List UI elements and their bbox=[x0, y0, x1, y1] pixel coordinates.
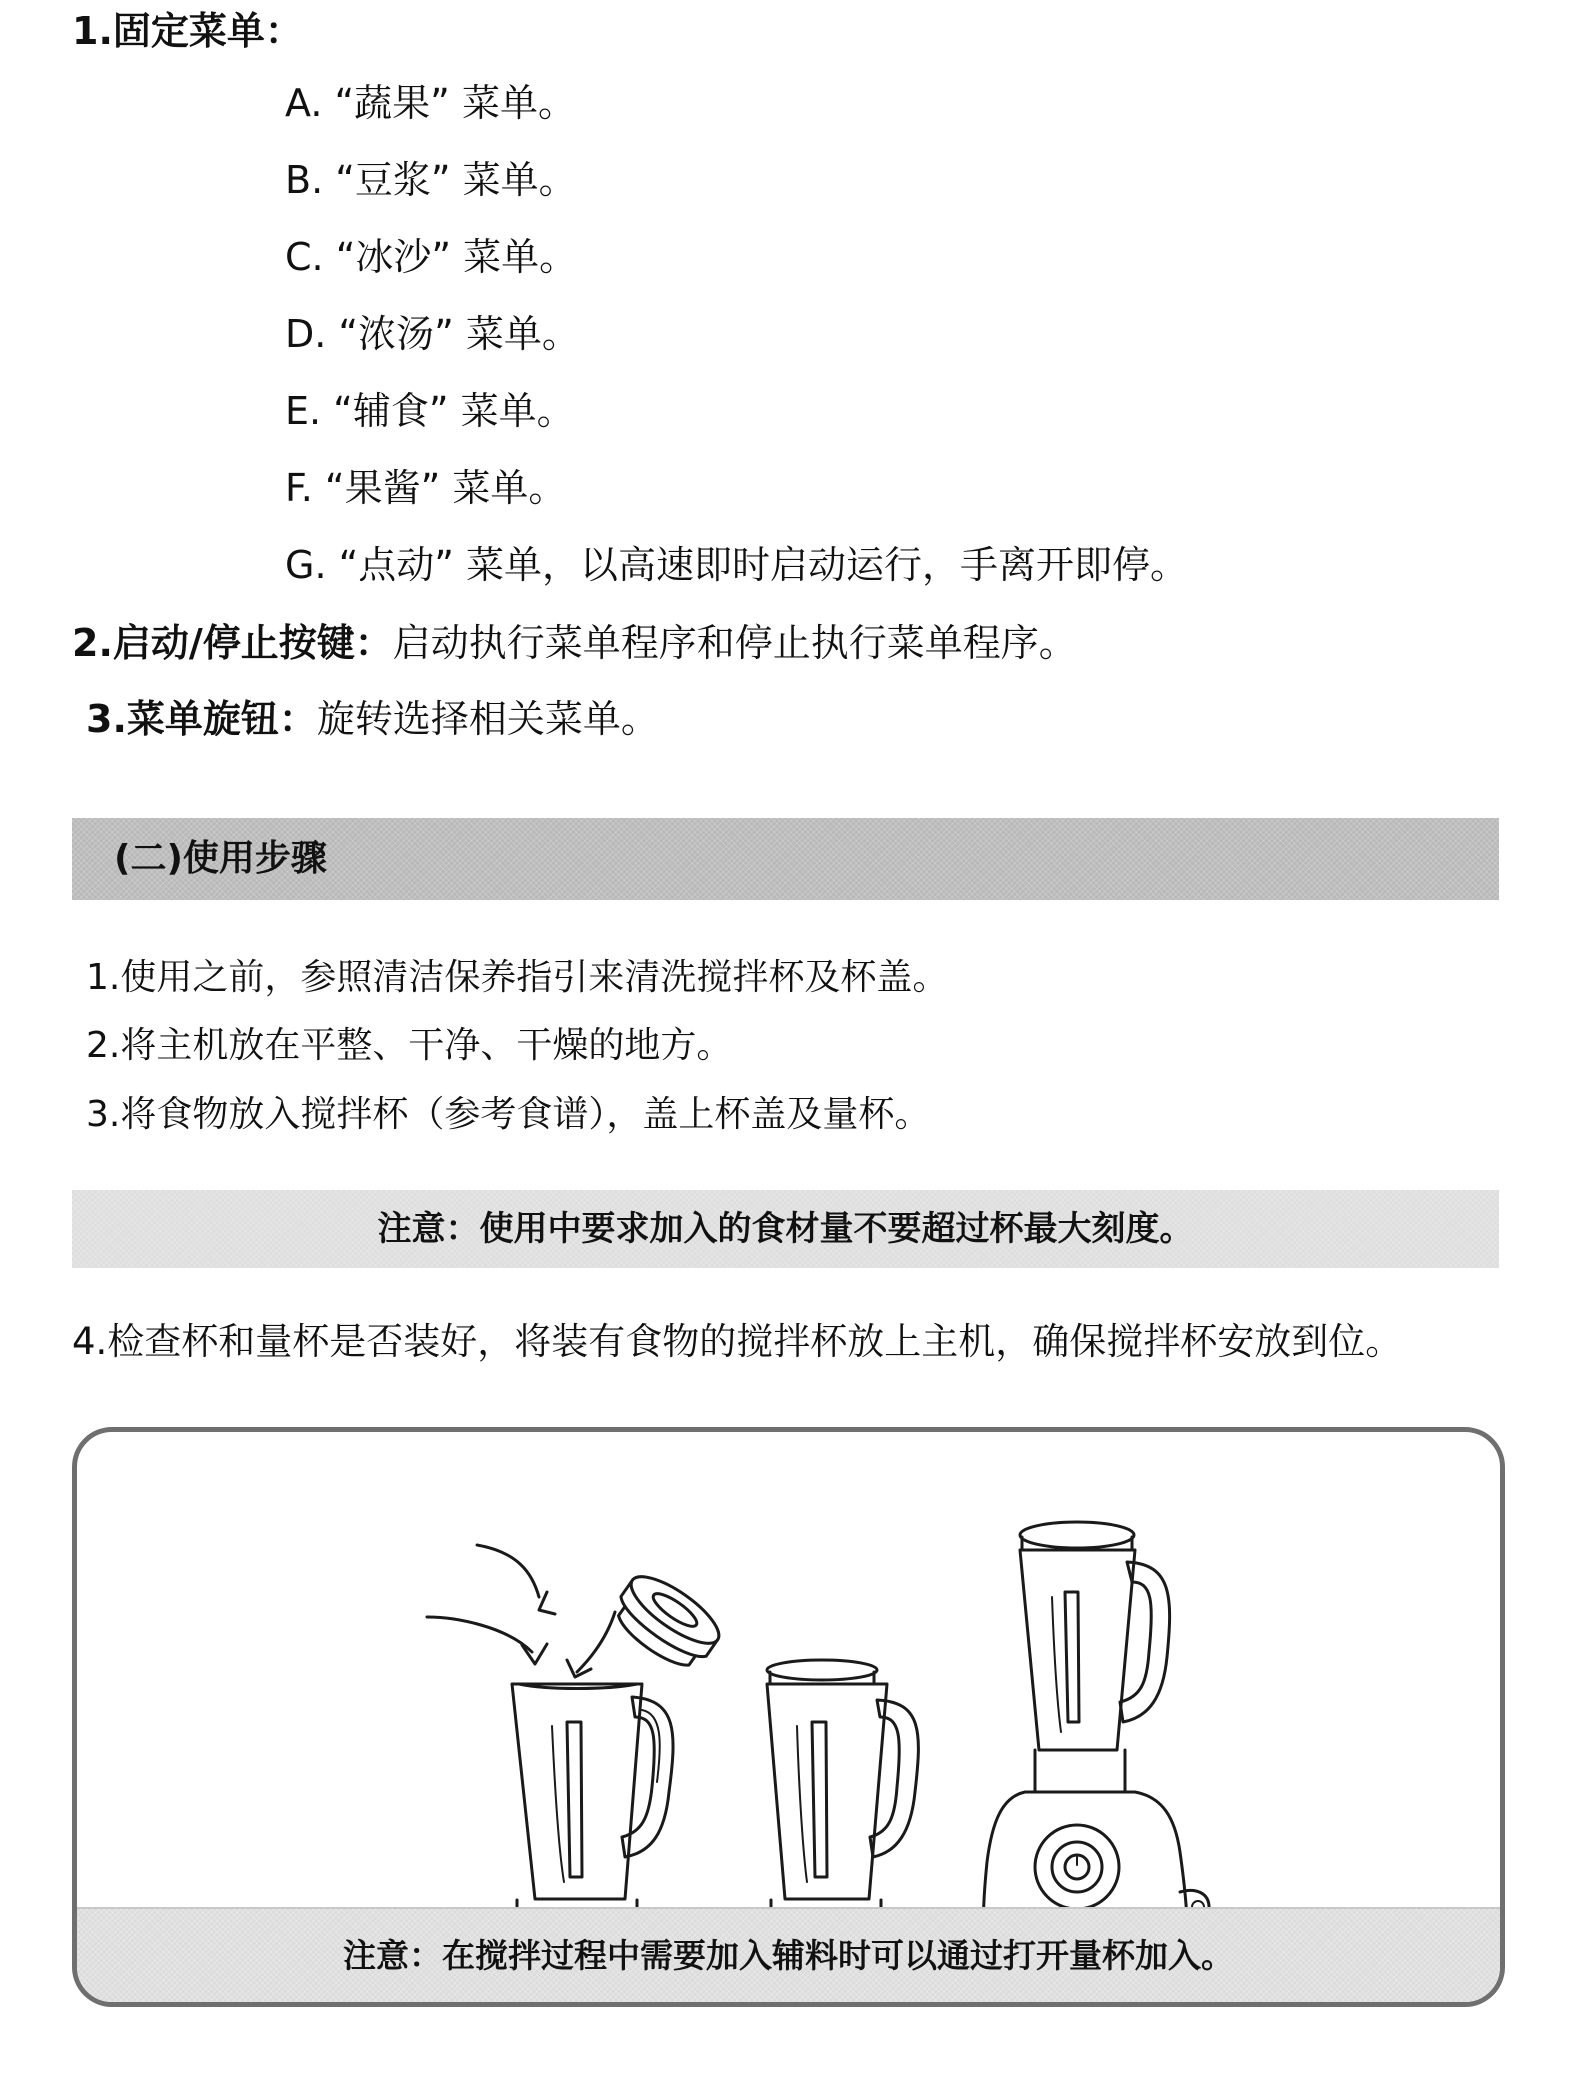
menu-item-vegetable-fruit: A. “蔬果” 菜单。 bbox=[285, 81, 576, 125]
menu-item-smoothie: C. “冰沙” 菜单。 bbox=[285, 235, 578, 279]
section3-text: 旋转选择相关菜单。 bbox=[316, 697, 659, 741]
figure-box bbox=[72, 1427, 1505, 2007]
section3-line bbox=[86, 697, 659, 741]
usage-steps-banner bbox=[72, 818, 1499, 900]
step-4: 4.检查杯和量杯是否装好，将装有食物的搅拌杯放上主机，确保搅拌杯安放到位。 bbox=[72, 1320, 1403, 1363]
section1-heading: 1.固定菜单： bbox=[72, 9, 303, 53]
menu-item-jam: F. “果酱” 菜单。 bbox=[285, 466, 567, 510]
notice-text: 注意：使用中要求加入的食材量不要超过杯最大刻度。 bbox=[377, 1209, 1194, 1249]
figure-notice-banner bbox=[77, 1907, 1500, 2002]
step-2: 2.将主机放在平整、干净、干燥的地方。 bbox=[86, 1025, 733, 1066]
section2-line bbox=[72, 621, 1077, 665]
section3-label: 3.菜单旋钮： bbox=[86, 697, 317, 741]
menu-item-pulse: G. “点动” 菜单，以高速即时启动运行，手离开即停。 bbox=[285, 543, 1189, 587]
section2-text: 启动执行菜单程序和停止执行菜单程序。 bbox=[392, 621, 1077, 665]
section2-label: 2.启动/停止按键： bbox=[72, 621, 393, 665]
notice-banner bbox=[72, 1190, 1499, 1268]
menu-item-soy-milk: B. “豆浆” 菜单。 bbox=[285, 158, 577, 202]
step-1: 1.使用之前，参照清洁保养指引来清洗搅拌杯及杯盖。 bbox=[86, 957, 949, 998]
step-3: 3.将食物放入搅拌杯（参考食谱），盖上杯盖及量杯。 bbox=[86, 1094, 931, 1135]
usage-steps-title: (二)使用步骤 bbox=[114, 838, 327, 879]
menu-item-thick-soup: D. “浓汤” 菜单。 bbox=[285, 312, 580, 356]
menu-item-baby-food: E. “辅食” 菜单。 bbox=[285, 389, 575, 433]
figure-notice-text: 注意：在搅拌过程中需要加入辅料时可以通过打开量杯加入。 bbox=[343, 1936, 1234, 1975]
